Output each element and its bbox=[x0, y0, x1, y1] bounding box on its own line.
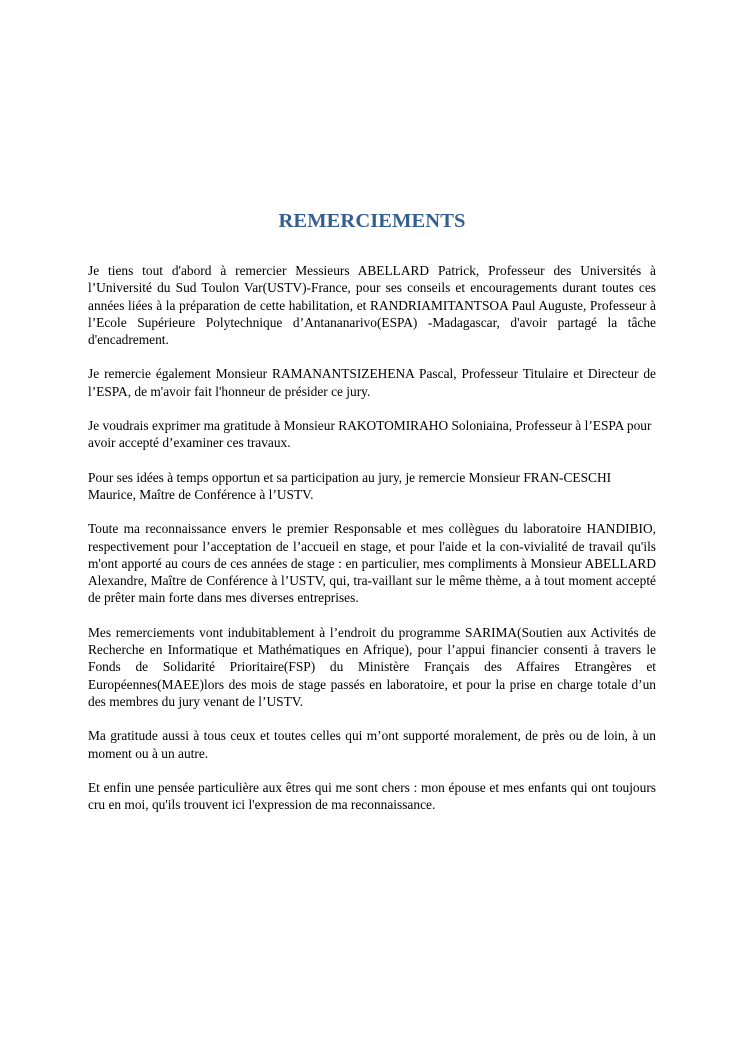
paragraph-funding: Mes remerciements vont indubitablement à l’endroit du programme SARIMA(Soutien aux Activités de Recherche en Informatique et Mathématiques en Afrique), pour l’appui financier consenti à travers le Fonds de Solidarité Prioritaire(FSP) du Ministère Français des Affaires Etrangères et Européennes(MAEE)lors des mois de stage passés en laboratoire, et pour la prise en charge totale d’un des membres du jury venant de l’USTV. bbox=[88, 624, 656, 709]
paragraph-jury-member: Pour ses idées à temps opportun et sa participation au jury, je remercie Monsieur FRAN-CESCHI Maurice, Maître de Conférence à l’USTV. bbox=[88, 469, 612, 502]
acknowledgements-body bbox=[88, 262, 656, 830]
paragraph-supervisors: Je tiens tout d'abord à remercier Messieurs ABELLARD Patrick, Professeur des Universités à l’Université du Sud Toulon Var(USTV)-France, pour ses conseils et encouragements durant toutes ces années liées à la préparation de cette habilitation, et RANDRIAMITANTSOA Paul Auguste, Professeur à l’Ecole Supérieure Polytechnique d’Antananarivo(ESPA) -Madagascar, d'avoir partagé la tâche d'encadrement. bbox=[88, 263, 656, 348]
paragraph-jury-president: Je remercie également Monsieur RAMANANTSIZEHENA Pascal, Professeur Titulaire et Directeur de l’ESPA, de m'avoir fait l'honneur de présider ce jury. bbox=[88, 366, 656, 399]
paragraph-laboratory: Toute ma reconnaissance envers le premier Responsable et mes collègues du laboratoire HANDIBIO, respectivement pour l’acceptation de l’accueil en stage, et pour l'aide et la con-vivialité de travail qu'ils m'ont apporté au cours de ces années de stage : en particulier, mes compliments à Monsieur ABELLARD Alexandre, Maître de Conférence à l’USTV, qui, tra-vaillant sur le même thème, a à tout moment accepté de prêter main forte dans mes diverses entreprises. bbox=[88, 521, 656, 606]
paragraph-examiner: Je voudrais exprimer ma gratitude à Monsieur RAKOTOMIRAHO Soloniaina, Professeur à l’ESPA pour avoir accepté d’examiner ces travaux. bbox=[88, 418, 652, 451]
paragraph-moral-support: Ma gratitude aussi à tous ceux et toutes celles qui m’ont supporté moralement, de près ou de loin, à un moment ou à un autre. bbox=[88, 728, 656, 761]
page-title: REMERCIEMENTS bbox=[278, 210, 466, 232]
paragraph-family: Et enfin une pensée particulière aux êtres qui me sont chers : mon épouse et mes enfants qui ont toujours cru en moi, qu'ils trouvent ici l'expression de ma reconnaissance. bbox=[88, 779, 656, 813]
